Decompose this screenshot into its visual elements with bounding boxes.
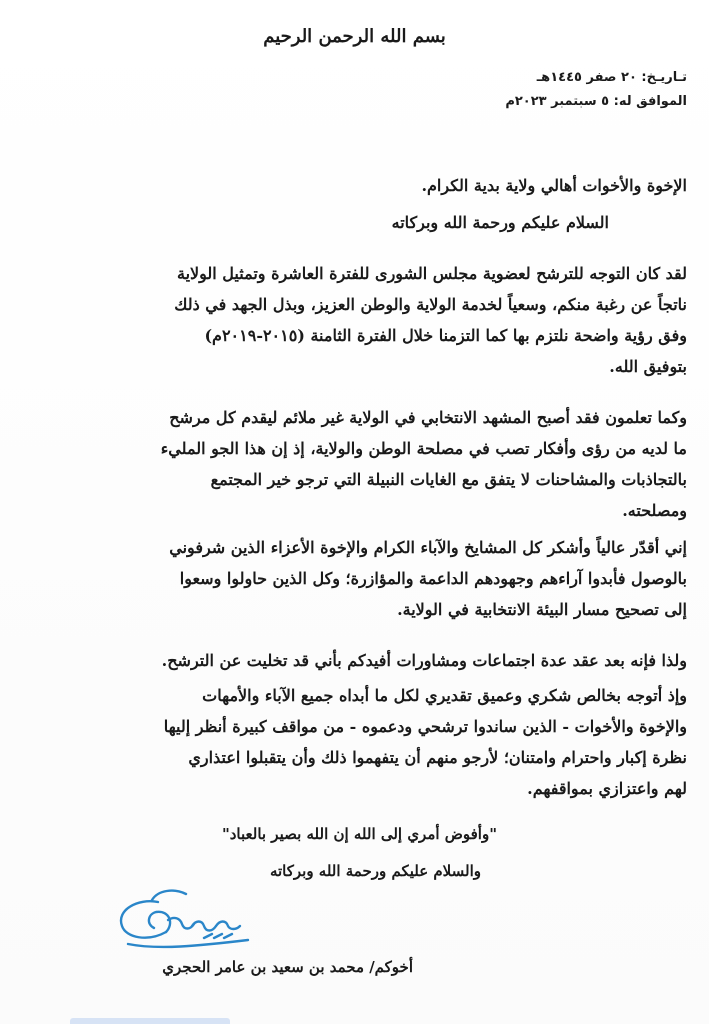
paragraph-candidacy	[22, 258, 687, 382]
paragraph-line: والإخوة والأخوات - الذين ساندوا ترشحي ودعموه - من مواقف كبيرة أنظر إليها	[163, 717, 687, 736]
addressee-text: الإخوة والأخوات أهالي ولاية بدية الكرام.	[421, 176, 687, 195]
paragraph-line: بالوصول فأبدوا آراءهم وجهودهم الداعمة والمؤازرة؛ وكل الذين حاولوا وسعوا	[179, 569, 687, 588]
paragraph-line: نظرة إكبار واحترام وامتنان؛ لأرجو منهم أن يتفهموا ذلك وأن يتقبلوا اعتذاري	[188, 748, 687, 767]
basmala-header: بسم الله الرحمن الرحيم	[263, 26, 446, 47]
paragraph-line: لقد كان التوجه للترشح لعضوية مجلس الشورى للفترة العاشرة وتمثيل الولاية	[176, 264, 687, 283]
paragraph-line: وإذ أتوجه بخالص شكري وعميق تقديري لكل ما أبداه جميع الآباء والأمهات	[202, 686, 687, 705]
addressee-line	[22, 170, 687, 201]
paragraph-line: وكما تعلمون فقد أصبح المشهد الانتخابي في الولاية غير ملائم ليقدم كل مرشح	[169, 408, 687, 427]
paragraph-election-scene	[22, 402, 687, 526]
paragraph-withdrawal	[22, 645, 687, 676]
paragraph-line: إلى تصحيح مسار البيئة الانتخابية في الولاية.	[397, 600, 687, 619]
paragraph-line: وفق رؤية واضحة نلتزم بها كما التزمنا خلال الفترة الثامنة (٢٠١٥-٢٠١٩م)	[204, 326, 687, 345]
quran-quote: "وأفوض أمري إلى الله إن الله بصير بالعباد"	[221, 825, 498, 843]
paragraph-line: ناتجاً عن رغبة منكم، وسعياً لخدمة الولاية والوطن العزيز، وبذل الجهد في ذلك	[174, 295, 687, 314]
page-edge-mark	[70, 1018, 230, 1024]
paragraph-line: ما لديه من رؤى وأفكار تصب في مصلحة الوطن والولاية، إذ إن هذا الجو المليء	[160, 439, 687, 458]
paragraph-line: ولذا فإنه بعد عقد عدة اجتماعات ومشاورات أفيدكم بأني قد تخليت عن الترشح.	[161, 651, 687, 670]
paragraph-gratitude	[22, 680, 687, 804]
greeting-line	[22, 207, 609, 238]
paragraph-line: لهم واعتزازي بمواقفهم.	[527, 779, 687, 798]
paragraph-line: ومصلحته.	[622, 501, 687, 520]
sender-name: أخوكم/ محمد بن سعيد بن عامر الحجري	[162, 958, 413, 976]
paragraph-line: إني أقدّر عالياً وأشكر كل المشايخ والآباء الكرام والإخوة الأعزاء الذين شرفوني	[169, 538, 687, 557]
handwritten-signature	[108, 880, 268, 960]
date-hijri: تـاريـخ: ٢٠ صفر ١٤٤٥هـ	[536, 70, 687, 85]
closing-salutation: والسلام عليكم ورحمة الله وبركاته	[269, 862, 481, 880]
paragraph-thanks	[22, 532, 687, 625]
paragraph-line: بالتجاذبات والمشاحنات لا يتفق مع الغايات النبيلة التي ترجو خير المجتمع	[210, 470, 687, 489]
greeting-text: السلام عليكم ورحمة الله وبركاته	[391, 213, 609, 232]
date-gregorian: الموافق له: ٥ سبتمبر ٢٠٢٣م	[505, 94, 687, 109]
paragraph-line: بتوفيق الله.	[609, 357, 687, 376]
